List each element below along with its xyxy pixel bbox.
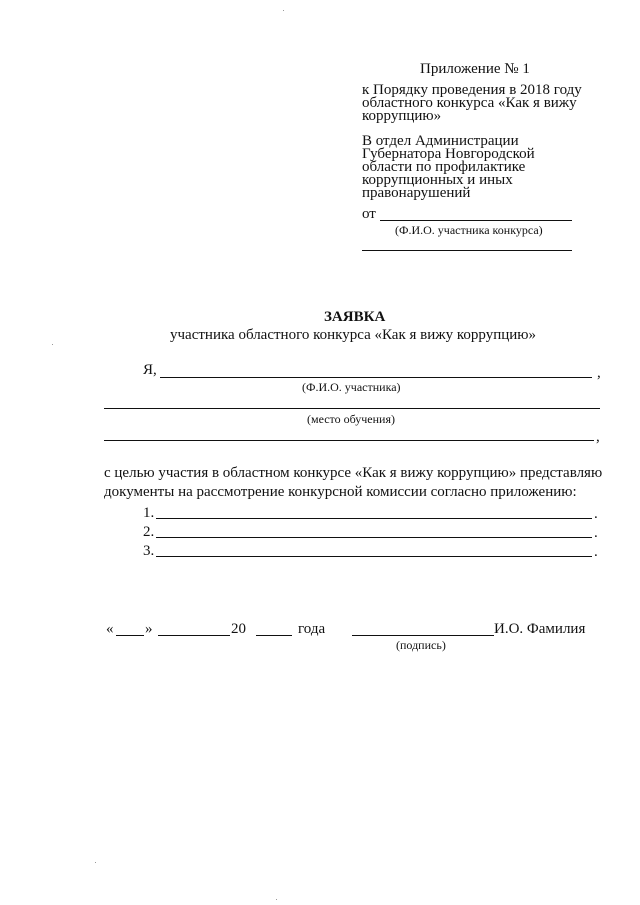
study-place-line-2 <box>104 440 594 441</box>
study-comma: , <box>596 429 600 445</box>
purpose-line-1: с целью участия в областном конкурсе «Как я вижу коррупцию» представляю <box>104 465 603 481</box>
date-year-word: года <box>298 621 326 637</box>
order-line-1: к Порядку проведения в 2018 году <box>362 82 582 98</box>
date-quote-open: « <box>106 621 114 637</box>
study-place-caption: (место обучения) <box>307 412 395 426</box>
purpose-line-2: документы на рассмотрение конкурсной комиссии согласно приложению: <box>104 484 577 500</box>
study-place-line <box>104 408 600 409</box>
order-line-3: коррупцию» <box>362 108 442 124</box>
item-3-line <box>156 556 592 557</box>
appendix-number: Приложение № 1 <box>420 61 530 77</box>
from-second-line <box>362 250 572 251</box>
date-year-line <box>256 635 292 636</box>
from-fill-line <box>380 220 572 221</box>
item-2-end: . <box>594 525 598 541</box>
signature-name: И.О. Фамилия <box>494 621 586 637</box>
recipient-line-5: правонарушений <box>362 185 471 201</box>
scan-speck <box>283 10 284 11</box>
from-caption: (Ф.И.О. участника конкурса) <box>395 223 543 237</box>
date-day-line <box>116 635 144 636</box>
date-month-line <box>158 635 230 636</box>
applicant-comma: , <box>597 365 601 381</box>
from-label: от <box>362 206 376 222</box>
item-1-line <box>156 518 592 519</box>
date-year-prefix: 20 <box>231 621 246 637</box>
signature-line <box>352 635 494 636</box>
item-3-end: . <box>594 544 598 560</box>
item-1-end: . <box>594 506 598 522</box>
applicant-name-caption: (Ф.И.О. участника) <box>302 380 401 394</box>
date-quote-close: » <box>145 621 153 637</box>
order-line-2: областного конкурса «Как я вижу <box>362 95 577 111</box>
recipient-line-2: Губернатора Новгородской <box>362 146 535 162</box>
applicant-i-label: Я, <box>143 362 157 378</box>
document-title: ЗАЯВКА <box>324 309 386 325</box>
signature-caption: (подпись) <box>396 638 446 652</box>
recipient-line-3: области по профилактике <box>362 159 526 175</box>
item-1-number: 1. <box>143 505 155 521</box>
recipient-line-4: коррупционных и иных <box>362 172 513 188</box>
item-2-line <box>156 537 592 538</box>
document-subtitle: участника областного конкурса «Как я вижу коррупцию» <box>170 327 536 343</box>
scan-speck <box>52 344 53 345</box>
item-3-number: 3. <box>143 543 155 559</box>
scan-speck <box>95 862 96 863</box>
scan-speck <box>276 899 277 900</box>
item-2-number: 2. <box>143 524 155 540</box>
recipient-line-1: В отдел Администрации <box>362 133 519 149</box>
applicant-name-line <box>160 377 592 378</box>
